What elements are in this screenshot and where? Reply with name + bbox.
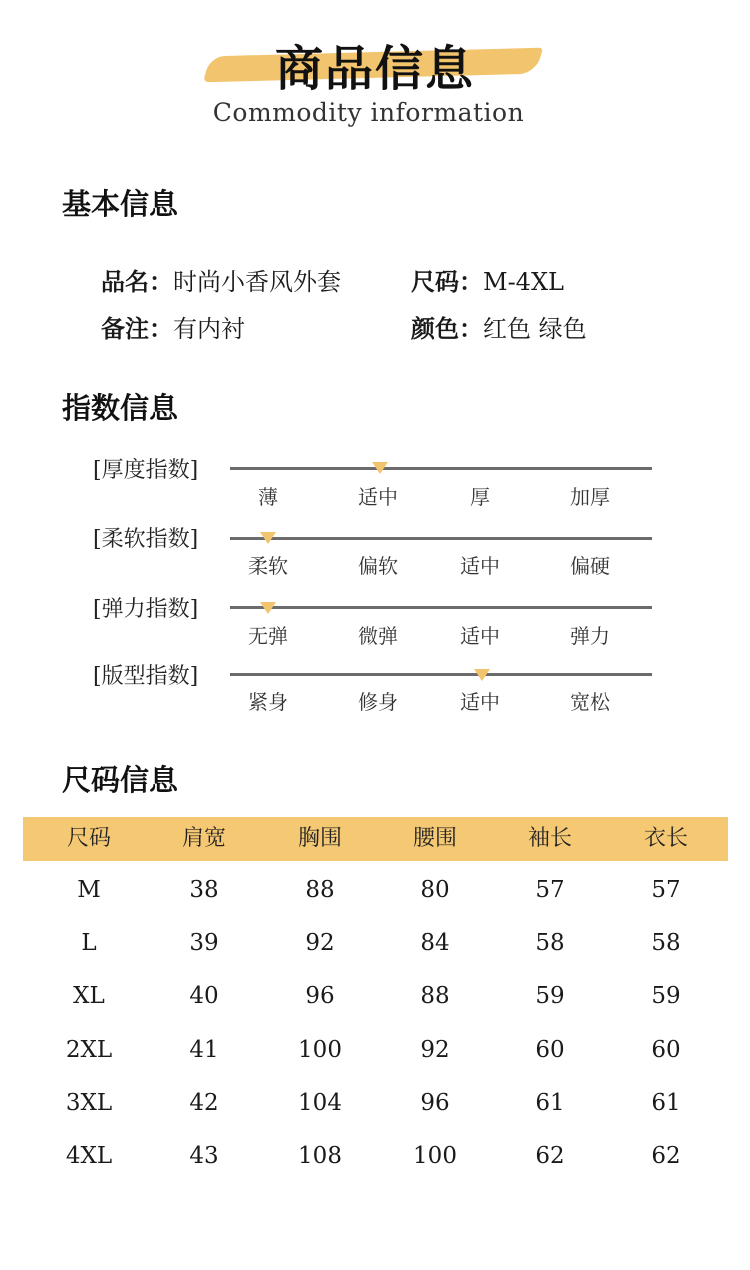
- index-option: 宽松: [570, 690, 610, 714]
- table-cell: 80: [420, 877, 450, 903]
- size-table-header-cell: 尺码: [66, 826, 111, 851]
- table-cell: 92: [305, 930, 335, 956]
- index-option: 厚: [470, 485, 490, 509]
- index-label: [弹力指数]: [93, 597, 199, 622]
- table-cell: 108: [298, 1143, 342, 1169]
- table-cell: 61: [651, 1090, 681, 1116]
- index-option: 柔软: [248, 554, 288, 578]
- basic-info-note: [101, 309, 245, 344]
- table-cell: 2XL: [65, 1037, 113, 1063]
- section-title-index: 指数信息: [62, 391, 179, 425]
- table-cell: 58: [651, 930, 681, 956]
- index-marker: [260, 602, 276, 614]
- index-option: 偏软: [358, 554, 398, 578]
- table-cell: 84: [420, 930, 450, 956]
- index-option: 适中: [460, 690, 500, 714]
- table-cell: 62: [651, 1143, 681, 1169]
- index-slider-track: [230, 606, 652, 609]
- table-cell: 60: [651, 1037, 681, 1063]
- index-option: 适中: [460, 624, 500, 648]
- basic-info-label: 备注：: [101, 315, 173, 343]
- table-cell: 96: [420, 1090, 450, 1116]
- table-cell: 3XL: [65, 1090, 113, 1116]
- index-slider-track: [230, 673, 652, 676]
- basic-info-label: 品名：: [101, 268, 173, 296]
- section-title-size: 尺码信息: [62, 763, 179, 797]
- index-label: [柔软指数]: [93, 527, 199, 552]
- index-option: 适中: [358, 485, 398, 509]
- index-option: 偏硬: [570, 554, 610, 578]
- index-marker: [474, 669, 490, 681]
- table-cell: 57: [651, 877, 681, 903]
- page-title: 商品信息: [274, 41, 475, 97]
- table-cell: 96: [305, 983, 335, 1009]
- table-cell: 40: [189, 983, 219, 1009]
- table-cell: 100: [413, 1143, 457, 1169]
- table-cell: 60: [535, 1037, 565, 1063]
- table-cell: 39: [189, 930, 219, 956]
- table-cell: 42: [189, 1090, 219, 1116]
- table-cell: 4XL: [65, 1143, 113, 1169]
- basic-info-label: 颜色：: [411, 315, 483, 343]
- index-option: 加厚: [570, 485, 610, 509]
- section-title-basic: 基本信息: [62, 187, 179, 221]
- table-cell: 61: [535, 1090, 565, 1116]
- table-cell: 59: [535, 983, 565, 1009]
- size-table-header-cell: 衣长: [643, 826, 688, 851]
- table-cell: 104: [298, 1090, 342, 1116]
- table-cell: 88: [420, 983, 450, 1009]
- basic-info-value: 红色 绿色: [483, 315, 587, 343]
- index-slider-track: [230, 467, 652, 470]
- index-option: 薄: [258, 485, 278, 509]
- table-cell: 58: [535, 930, 565, 956]
- index-label: [版型指数]: [93, 664, 199, 689]
- table-cell: 43: [189, 1143, 219, 1169]
- table-cell: L: [81, 930, 97, 956]
- index-option: 适中: [460, 554, 500, 578]
- index-option: 紧身: [248, 690, 288, 714]
- size-table-header-cell: 胸围: [297, 826, 342, 851]
- index-option: 弹力: [570, 624, 610, 648]
- page-header: [0, 0, 750, 140]
- index-option: 无弹: [248, 624, 288, 648]
- basic-info-value: M-4XL: [483, 268, 564, 296]
- table-cell: 100: [298, 1037, 342, 1063]
- table-cell: 92: [420, 1037, 450, 1063]
- table-cell: XL: [73, 983, 105, 1009]
- table-cell: 59: [651, 983, 681, 1009]
- basic-info-value: 有内衬: [173, 315, 245, 343]
- size-table-header: [23, 817, 728, 861]
- table-cell: 38: [189, 877, 219, 903]
- index-label: [厚度指数]: [93, 458, 199, 483]
- size-table-header-cell: 肩宽: [181, 826, 226, 851]
- basic-info-value: 时尚小香风外套: [173, 268, 341, 296]
- size-table-header-cell: 腰围: [412, 826, 457, 851]
- size-table-header-cell: 袖长: [527, 826, 572, 851]
- index-slider-track: [230, 537, 652, 540]
- basic-info-size: [411, 262, 564, 297]
- basic-info-color: [411, 309, 587, 344]
- table-cell: 88: [305, 877, 335, 903]
- table-cell: 57: [535, 877, 565, 903]
- basic-info-label: 尺码：: [411, 268, 483, 296]
- page-subtitle: Commodity information: [212, 98, 525, 127]
- table-cell: M: [77, 877, 101, 903]
- index-option: 微弹: [358, 624, 398, 648]
- index-marker: [372, 462, 388, 474]
- index-option: 修身: [358, 690, 398, 714]
- table-cell: 62: [535, 1143, 565, 1169]
- table-cell: 41: [189, 1037, 219, 1063]
- index-marker: [260, 532, 276, 544]
- basic-info-name: [101, 262, 341, 297]
